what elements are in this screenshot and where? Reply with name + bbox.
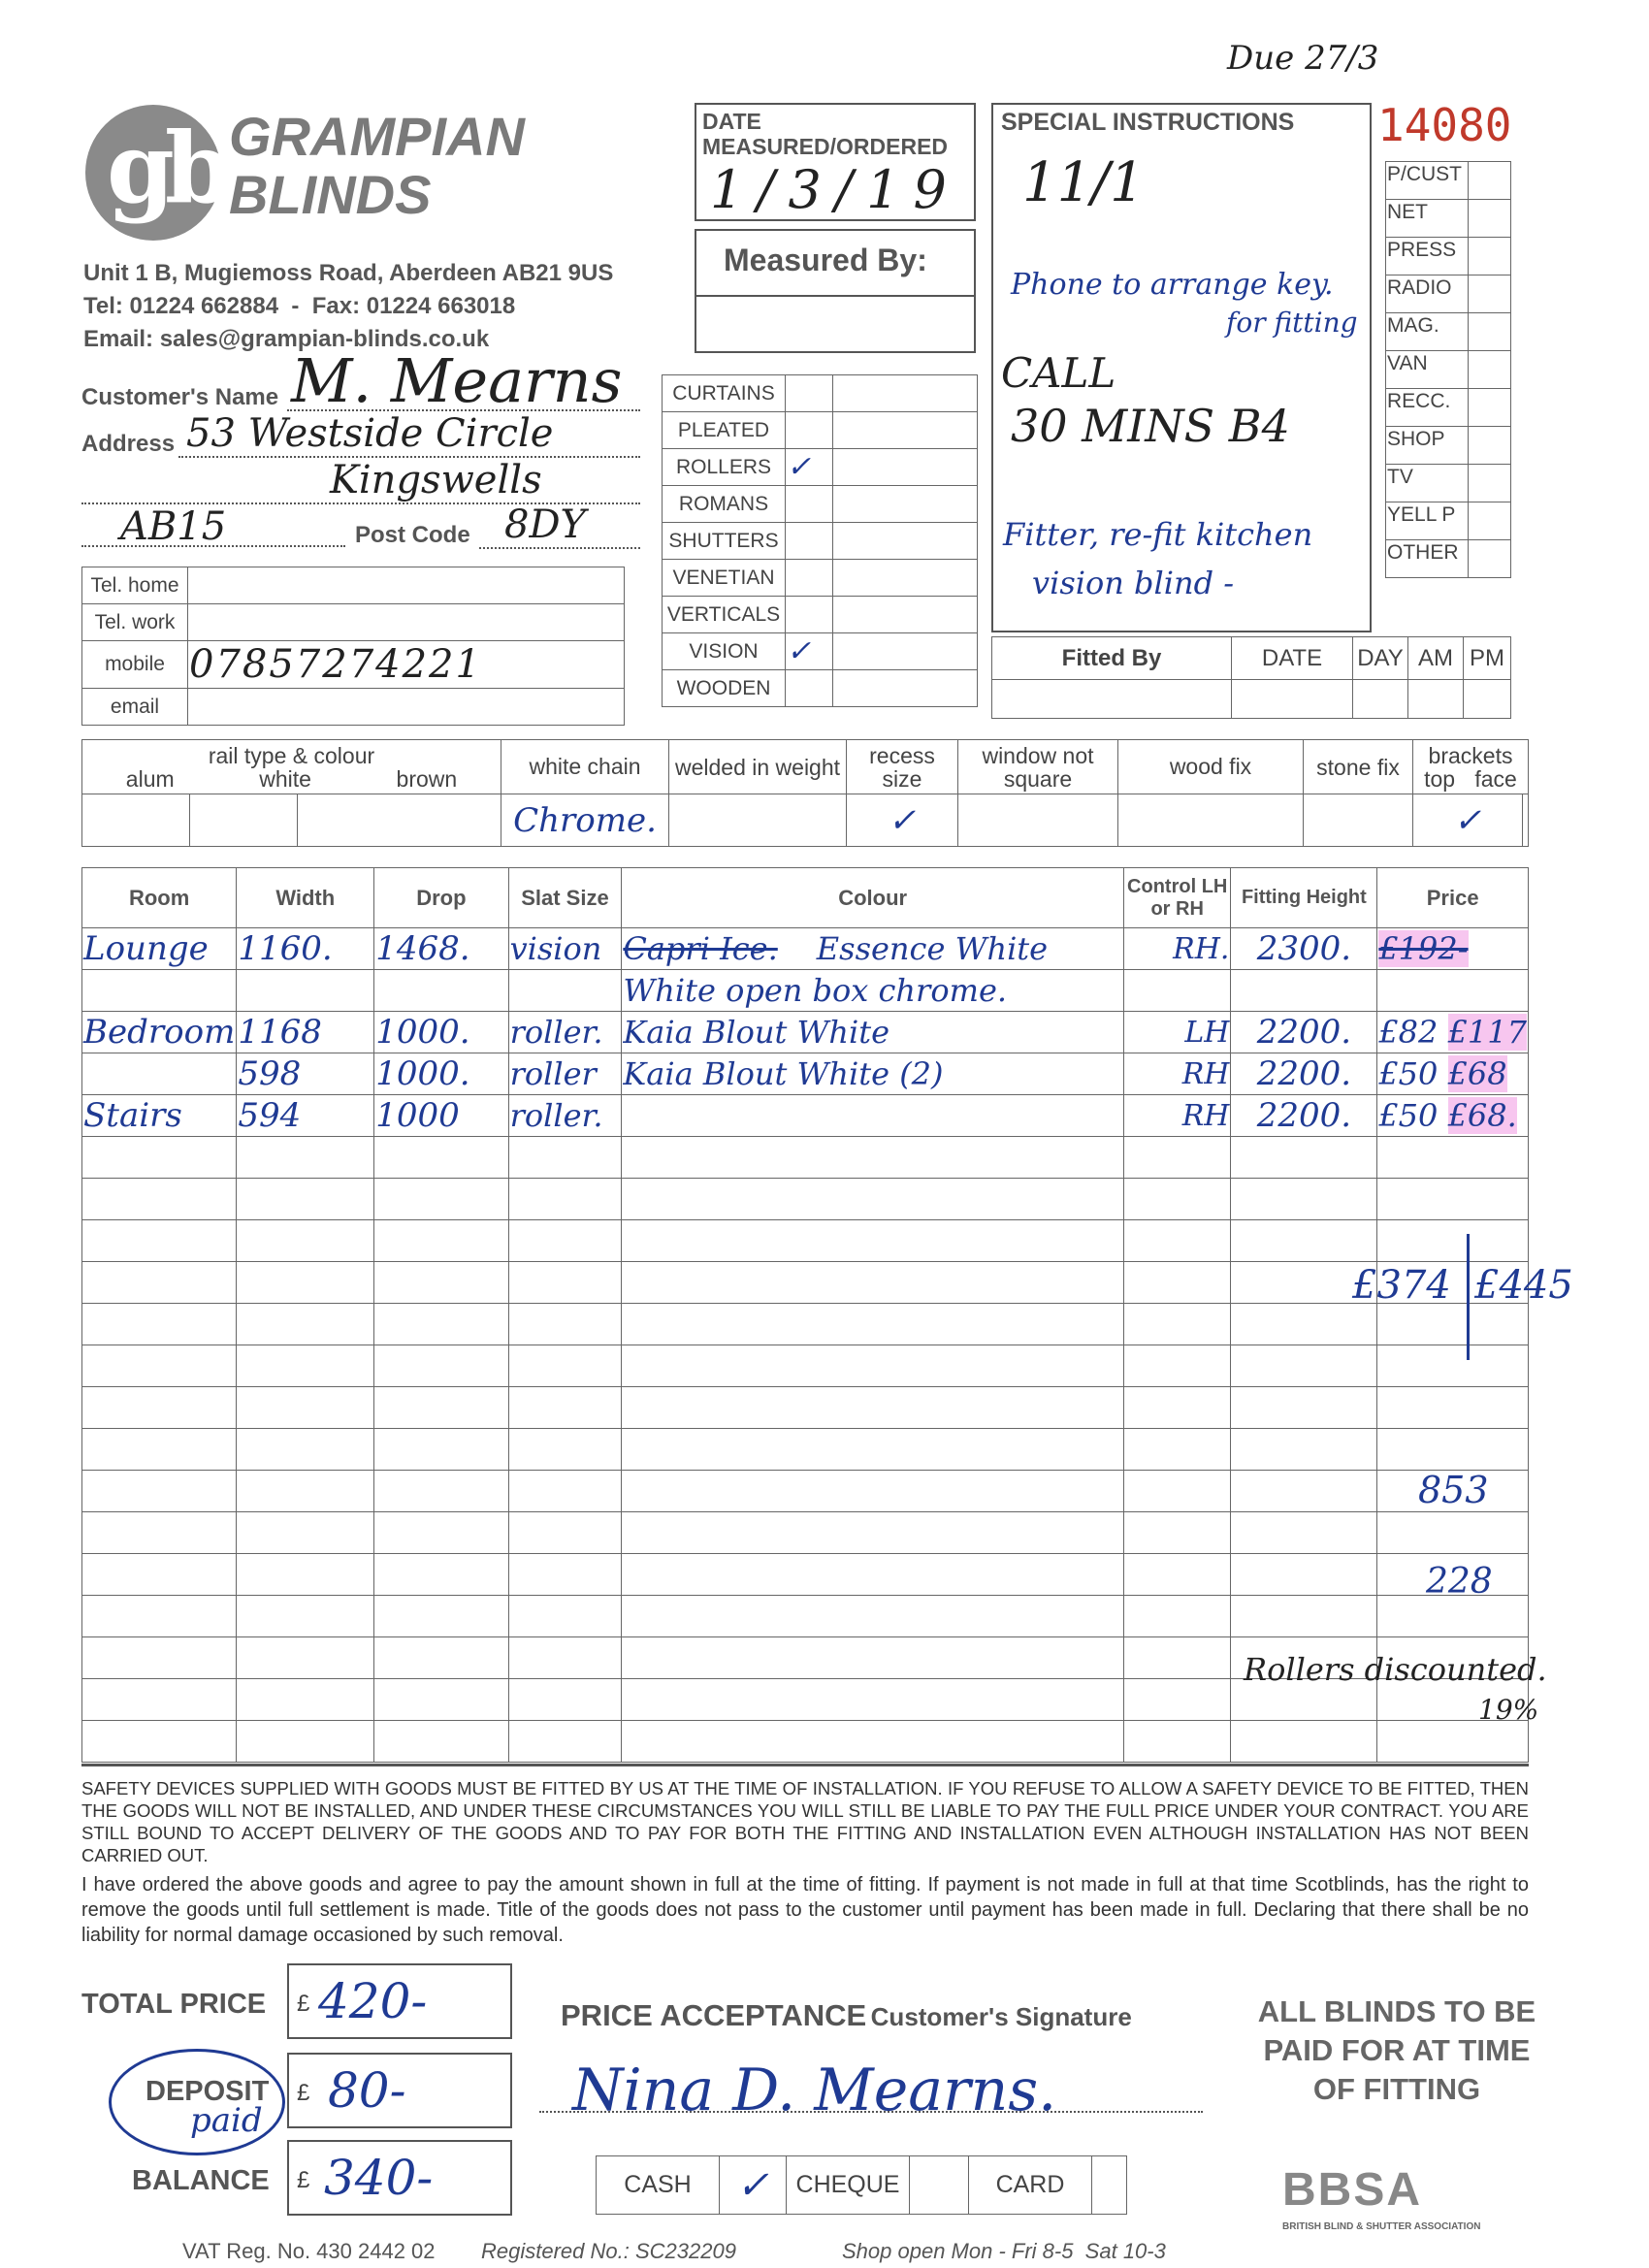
measured-by-box	[695, 229, 976, 353]
bbsa-sub: BRITISH BLIND & SHUTTER ASSOCIATION	[1282, 2221, 1481, 2232]
price-b: £68.	[1447, 1097, 1517, 1134]
source-item: NET	[1386, 200, 1469, 238]
deposit-label: DEPOSIT	[146, 2076, 270, 2107]
blind-type-label: CURTAINS	[663, 375, 786, 412]
blind-type-label: ROLLERS	[663, 449, 786, 486]
cell-height	[1231, 970, 1377, 1012]
source-item: RECC.	[1386, 389, 1469, 427]
card-label: CARD	[969, 2156, 1092, 2215]
blind-type-label: VISION	[663, 633, 786, 670]
brown-label: brown	[396, 765, 458, 792]
cell-slat: vision	[508, 928, 622, 970]
order-number: 14080	[1377, 99, 1512, 151]
cell-width: 598	[237, 1053, 374, 1095]
blind-type-tick	[786, 375, 833, 412]
top-tick: ✓	[1413, 794, 1523, 847]
col-slat: Slat Size	[508, 868, 622, 928]
mobile-label: mobile	[82, 641, 188, 689]
cell-slat: roller	[508, 1053, 622, 1095]
table-row	[82, 1345, 1529, 1387]
company-name-1: GRAMPIAN	[229, 106, 525, 167]
table-row	[82, 1262, 1529, 1304]
note-228: 228	[1426, 1562, 1493, 1602]
cell-room	[82, 970, 237, 1012]
table-row	[82, 1721, 1529, 1763]
special-note-1: 11/1	[1022, 151, 1145, 214]
special-note-7: vision blind -	[1032, 565, 1235, 601]
cash-label: CASH	[597, 2156, 720, 2215]
cheque-label: CHEQUE	[787, 2156, 910, 2215]
colour-struck: Capri Ice.	[623, 930, 778, 967]
note-853: 853	[1418, 1469, 1489, 1511]
mobile-value: 07857274221	[188, 641, 625, 689]
payment-notice-text: ALL BLINDS TO BE PAID FOR AT TIME OF FITTING	[1257, 1994, 1536, 2106]
cell-slat: roller.	[508, 1095, 622, 1137]
cell-drop	[374, 970, 508, 1012]
table-row	[82, 1304, 1529, 1345]
cell-height: 2200.	[1231, 1095, 1377, 1137]
blind-type-tick: ✓	[786, 449, 833, 486]
blind-type-label: PLEATED	[663, 412, 786, 449]
white-chain-value: Chrome.	[501, 794, 669, 847]
logo-letters: gb	[107, 111, 223, 225]
source-item: YELL P	[1386, 502, 1469, 540]
table-row	[82, 1471, 1529, 1512]
table-row	[82, 1137, 1529, 1179]
deposit-box	[287, 2053, 512, 2128]
fitted-pm-label: PM	[1464, 637, 1511, 680]
cell-height: 2200.	[1231, 1053, 1377, 1095]
customer-name-label: Customer's Name	[81, 384, 279, 410]
subtotal: £374	[1352, 1263, 1451, 1308]
source-item: VAN	[1386, 351, 1469, 389]
special-note-6: Fitter, re-fit kitchen	[1003, 516, 1313, 553]
price-a: £50	[1378, 1055, 1439, 1092]
measured-by-label: Measured By:	[724, 243, 927, 277]
table-row	[82, 1012, 1529, 1053]
recess-tick: ✓	[847, 794, 958, 847]
table-row	[82, 1429, 1529, 1471]
cell-control	[1123, 970, 1231, 1012]
rollers-note: Rollers discounted.	[1244, 1651, 1547, 1688]
colour-value: White open box chrome.	[623, 972, 1008, 1009]
percent-note: 19%	[1478, 1694, 1539, 1726]
cell-drop: 1000	[374, 1095, 508, 1137]
special-note-5: 30 MINS B4	[1011, 400, 1290, 452]
blind-type-tick	[786, 486, 833, 523]
footer-hours: Shop open Mon - Fri 8-5 Sat 10-3	[842, 2239, 1166, 2263]
deposit-currency: £	[297, 2080, 310, 2106]
cell-height: 2300.	[1231, 928, 1377, 970]
price-a: £50	[1378, 1097, 1439, 1134]
cell-price	[1377, 970, 1529, 1012]
contacts-table	[81, 567, 625, 726]
cell-colour	[622, 928, 1124, 970]
table-row	[82, 1053, 1529, 1095]
white-chain-label: white chain	[501, 740, 669, 794]
total-label: TOTAL PRICE	[81, 1989, 267, 2020]
blind-type-tick	[786, 597, 833, 633]
price-b: £68	[1447, 1055, 1507, 1092]
blind-type-tick	[786, 523, 833, 560]
col-height: Fitting Height	[1231, 868, 1377, 928]
top-label: top	[1424, 765, 1456, 792]
blind-type-tick	[786, 412, 833, 449]
total-currency: £	[297, 1991, 310, 2017]
postcode-label: Post Code	[355, 522, 470, 548]
cash-tick: ✓	[720, 2156, 787, 2215]
cell-price	[1377, 1053, 1529, 1095]
cell-colour	[622, 1095, 1124, 1137]
fitted-am-label: AM	[1408, 637, 1464, 680]
blind-types-table	[662, 374, 978, 707]
source-item: SHOP	[1386, 427, 1469, 465]
cell-width: 594	[237, 1095, 374, 1137]
face-label: face	[1474, 765, 1517, 792]
acceptance-sub: Customer's Signature	[870, 2002, 1132, 2031]
blind-type-tick	[786, 560, 833, 597]
footer-reg: Registered No.: SC232209	[481, 2239, 736, 2263]
payment-method-table	[596, 2155, 1127, 2215]
due-note: Due 27/3	[1227, 39, 1379, 78]
cell-slat	[508, 970, 622, 1012]
table-row	[82, 1220, 1529, 1262]
cell-colour	[622, 1053, 1124, 1095]
tel-home-label: Tel. home	[82, 567, 188, 604]
postcode-prefix: AB15	[120, 504, 227, 549]
cell-drop: 1000.	[374, 1053, 508, 1095]
company-phone: Tel: 01224 662884 - Fax: 01224 663018	[83, 293, 516, 319]
stone-fix-label: stone fix	[1304, 740, 1413, 794]
bbsa-logo: BBSA	[1282, 2164, 1423, 2216]
col-colour: Colour	[622, 868, 1124, 928]
cell-room	[82, 1053, 237, 1095]
balance-label: BALANCE	[132, 2165, 270, 2196]
date-label: DATE MEASURED/ORDERED	[702, 109, 949, 159]
recess-label: recess size	[847, 740, 958, 794]
cell-colour	[622, 970, 1124, 1012]
blind-type-tick: ✓	[786, 633, 833, 670]
blind-type-label: SHUTTERS	[663, 523, 786, 560]
fitted-date-label: DATE	[1232, 637, 1353, 680]
cell-control: LH	[1123, 1012, 1231, 1053]
agreement-terms: I have ordered the above goods and agree to pay the amount shown in full at the time of fitting. If payment is not made in full at that time Scotblinds, has the right to remove the goods until full settlement is made. Title of the goods does not pass to the customer until payment has been made in full. Declaring that there shall be no liability for normal damage occasioned by such removal.	[81, 1874, 1529, 1946]
tel-work-label: Tel. work	[82, 604, 188, 641]
brackets-label: brackets	[1428, 742, 1513, 768]
company-address: Unit 1 B, Mugiemoss Road, Aberdeen AB21 9US	[83, 260, 614, 286]
table-row	[82, 1554, 1529, 1596]
table-row	[82, 1512, 1529, 1554]
options-table	[81, 739, 1529, 847]
footer-vat: VAT Reg. No. 430 2442 02	[182, 2239, 436, 2263]
date-box	[695, 103, 976, 221]
col-room: Room	[82, 868, 237, 928]
cell-control: RH	[1123, 1095, 1231, 1137]
table-row	[82, 1095, 1529, 1137]
welded-label: welded in weight	[669, 740, 847, 794]
white-label: white	[259, 765, 311, 792]
balance-box	[287, 2140, 512, 2216]
rail-type-label: rail type & colour	[208, 742, 375, 768]
alum-label: alum	[125, 765, 175, 792]
table-row	[82, 1179, 1529, 1220]
items-table	[81, 867, 1529, 1763]
cell-room: Stairs	[82, 1095, 237, 1137]
cell-drop: 1468.	[374, 928, 508, 970]
deposit-value: 80-	[328, 2062, 406, 2119]
cell-control: RH	[1123, 1053, 1231, 1095]
wood-fix-label: wood fix	[1118, 740, 1304, 794]
acceptance-title: PRICE ACCEPTANCE	[561, 1998, 867, 2032]
company-name-2: BLINDS	[229, 164, 432, 225]
source-item: RADIO	[1386, 275, 1469, 313]
blind-type-tick	[786, 670, 833, 707]
price-b: £117	[1447, 1014, 1527, 1051]
cell-price	[1377, 1012, 1529, 1053]
col-drop: Drop	[374, 868, 508, 928]
source-item: TV	[1386, 465, 1469, 502]
cell-room: Lounge	[82, 928, 237, 970]
special-note-4: CALL	[1001, 349, 1116, 397]
address-label: Address	[81, 431, 176, 457]
total-box	[287, 1963, 512, 2039]
fitted-by-table	[991, 636, 1511, 719]
fitted-by-label: Fitted By	[992, 637, 1232, 680]
price-a: £82	[1378, 1014, 1439, 1051]
fitted-day-label: DAY	[1353, 637, 1408, 680]
company-email: Email: sales@grampian-blinds.co.uk	[83, 326, 490, 352]
blind-type-label: ROMANS	[663, 486, 786, 523]
customer-signature: Nina D. Mearns.	[572, 2057, 1057, 2124]
cell-price	[1377, 1095, 1529, 1137]
email-label: email	[82, 689, 188, 726]
blind-type-label: WOODEN	[663, 670, 786, 707]
special-note-2: Phone to arrange key.	[1011, 268, 1334, 302]
source-list	[1385, 161, 1511, 578]
deposit-note: paid	[190, 2101, 263, 2140]
cell-colour	[622, 1012, 1124, 1053]
cell-control: RH.	[1123, 928, 1231, 970]
address-line-2: Kingswells	[330, 458, 542, 502]
cell-height: 2200.	[1231, 1012, 1377, 1053]
colour-value: Kaia Blout White	[623, 1014, 890, 1051]
special-instructions-label: SPECIAL INSTRUCTIONS	[1001, 109, 1295, 136]
table-row	[82, 970, 1529, 1012]
special-note-3: for fitting	[1226, 307, 1358, 339]
table-row	[82, 928, 1529, 970]
cell-drop: 1000.	[374, 1012, 508, 1053]
colour-value: Kaia Blout White (2)	[623, 1055, 944, 1092]
col-width: Width	[237, 868, 374, 928]
postcode-value: 8DY	[504, 502, 586, 547]
cell-slat: roller.	[508, 1012, 622, 1053]
source-item: OTHER	[1386, 540, 1469, 578]
cell-width	[237, 970, 374, 1012]
date-value: 1/3/19	[710, 159, 960, 220]
cell-room: Bedroom	[83, 1013, 236, 1052]
blind-type-label: VERTICALS	[663, 597, 786, 633]
cell-price	[1377, 928, 1529, 970]
cell-width: 1160.	[237, 928, 374, 970]
customer-name-value: M. Mearns	[291, 345, 623, 416]
total-value: 420-	[318, 1973, 428, 2029]
source-item: MAG.	[1386, 313, 1469, 351]
price-a: £192-	[1378, 930, 1469, 967]
address-line-1: 53 Westside Circle	[186, 411, 554, 456]
source-item: PRESS	[1386, 238, 1469, 275]
balance-currency: £	[297, 2167, 310, 2193]
price-acceptance-label	[561, 1998, 1132, 2033]
blind-type-label: VENETIAN	[663, 560, 786, 597]
table-row	[82, 1596, 1529, 1637]
table-row	[82, 1387, 1529, 1429]
source-item: P/CUST	[1386, 162, 1469, 200]
colour-value: Essence White	[816, 930, 1049, 967]
col-price: Price	[1377, 868, 1529, 928]
cell-width: 1168	[237, 1012, 374, 1053]
col-control: Control LH or RH	[1123, 868, 1231, 928]
balance-value: 340-	[324, 2150, 434, 2206]
subtotal-2: £445	[1474, 1263, 1573, 1308]
safety-terms: SAFETY DEVICES SUPPLIED WITH GOODS MUST BE FITTED BY US AT THE TIME OF INSTALLATION. IF YOU REFUSE TO ALLOW A SAFETY DEVICE TO BE FITTED, THEN THE GOODS WILL NOT BE INSTALLED, AND UNDER THESE CIRCUMSTANCES YOU WILL STILL BE LIABLE TO PAY THE FULL PRICE UNDER YOUR CONTRACT. YOU ARE STILL BOUND TO ACCEPT DELIVERY OF THE GOODS AND TO PAY FOR BOTH THE FITTING AND INSTALLATION EVEN ALTHOUGH INSTALLATION HAS NOT BEEN CARRIED OUT.	[81, 1778, 1529, 1865]
company-logo	[85, 105, 221, 241]
window-label: window not square	[958, 740, 1118, 794]
special-instructions-box	[991, 103, 1372, 632]
